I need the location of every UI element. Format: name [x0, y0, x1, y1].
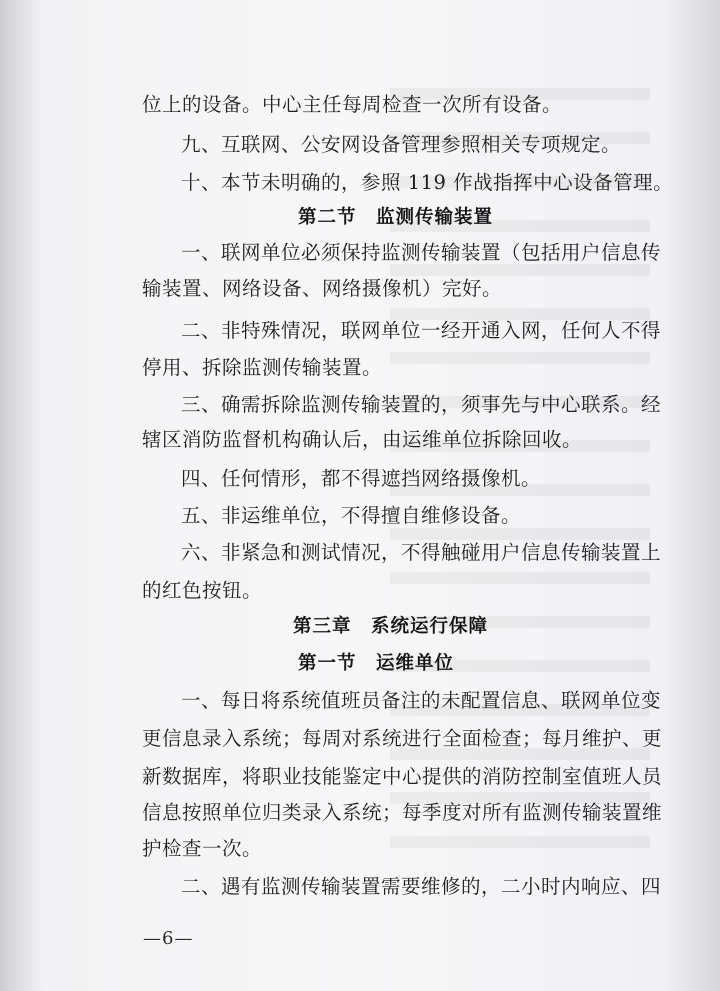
text-line: 的红色按钮。: [142, 579, 263, 602]
text-line: 一、每日将系统值班员备注的未配置信息、联网单位变: [181, 689, 662, 712]
text-line: 护检查一次。: [142, 837, 263, 860]
text-line: 输装置、网络设备、网络摄像机）完好。: [142, 277, 503, 300]
text-line: 五、非运维单位，不得擅自维修设备。: [181, 504, 522, 527]
text-line: 十、本节未明确的，参照 119 作战指挥中心设备管理。: [181, 171, 674, 194]
section-heading: 第一节 运维单位: [298, 653, 455, 674]
text-line: 新数据库，将职业技能鉴定中心提供的消防控制室值班人员: [142, 765, 663, 788]
text-line: 三、确需拆除监测传输装置的，须事先与中心联系。经: [181, 393, 662, 416]
text-line: 信息按照单位归类录入系统；每季度对所有监测传输装置维: [142, 801, 663, 824]
section-heading: 第二节 监测传输装置: [298, 207, 494, 228]
text-line: 停用、拆除监测传输装置。: [142, 356, 383, 379]
chapter-heading: 第三章 系统运行保障: [293, 616, 489, 637]
text-line: 二、遇有监测传输装置需要维修的，二小时内响应、四: [181, 875, 662, 898]
page-number: —6—: [143, 928, 194, 949]
text-line: 位上的设备。中心主任每周检查一次所有设备。: [142, 93, 563, 116]
text-line: 四、任何情形，都不得遮挡网络摄像机。: [181, 467, 542, 490]
text-line: 九、互联网、公安网设备管理参照相关专项规定。: [181, 133, 622, 156]
text-line: 辖区消防监督机构确认后，由运维单位拆除回收。: [142, 428, 583, 451]
text-line: 六、非紧急和测试情况，不得触碰用户信息传输装置上: [181, 541, 662, 564]
text-line: 二、非特殊情况，联网单位一经开通入网，任何人不得: [181, 319, 662, 342]
text-line: 一、联网单位必须保持监测传输装置（包括用户信息传: [181, 241, 662, 264]
text-line: 更信息录入系统；每周对系统进行全面检查；每月维护、更: [142, 727, 663, 750]
